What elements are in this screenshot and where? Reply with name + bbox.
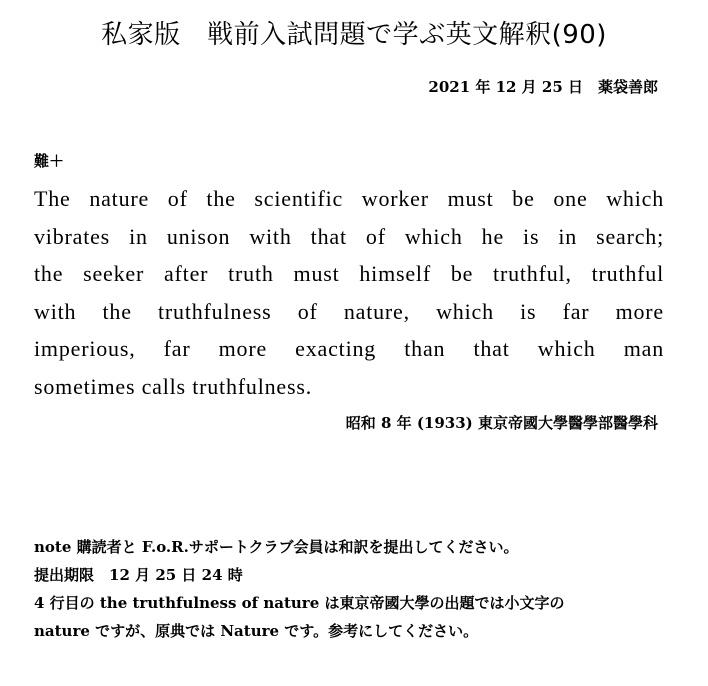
- note-line: nature ですが、原典では Nature です。参考にしてください。: [34, 622, 479, 640]
- difficulty-label: 難＋: [34, 152, 65, 170]
- note-line: 提出期限 12 月 25 日 24 時: [34, 566, 243, 584]
- passage-line: with the truthfulness of nature, which is far more: [34, 298, 664, 324]
- passage-line: vibrates in unison with that of which he is in search;: [34, 223, 664, 249]
- note-line: note 購読者と F.o.R.サポートクラブ会員は和訳を提出してください。: [34, 538, 519, 556]
- passage-line: The nature of the scientific worker must be one which: [34, 186, 664, 211]
- note-line: 4 行目の the truthfulness of nature は東京帝國大學の出題では小文字の: [34, 594, 565, 612]
- passage-line: sometimes calls truthfulness.: [34, 373, 312, 399]
- page-title: 私家版 戦前入試問題で学ぶ英文解釈(90): [101, 20, 607, 50]
- english-passage: [34, 180, 664, 405]
- submission-notes: [34, 533, 674, 645]
- date-author-byline: 2021 年 12 月 25 日 薬袋善郎: [428, 78, 658, 96]
- passage-line: the seeker after truth must himself be truthful, truthful: [34, 261, 664, 286]
- exam-source-citation: 昭和 8 年 (1933) 東京帝國大學醫學部醫學科: [345, 414, 658, 432]
- passage-line: imperious, far more exacting than that which man: [34, 336, 664, 361]
